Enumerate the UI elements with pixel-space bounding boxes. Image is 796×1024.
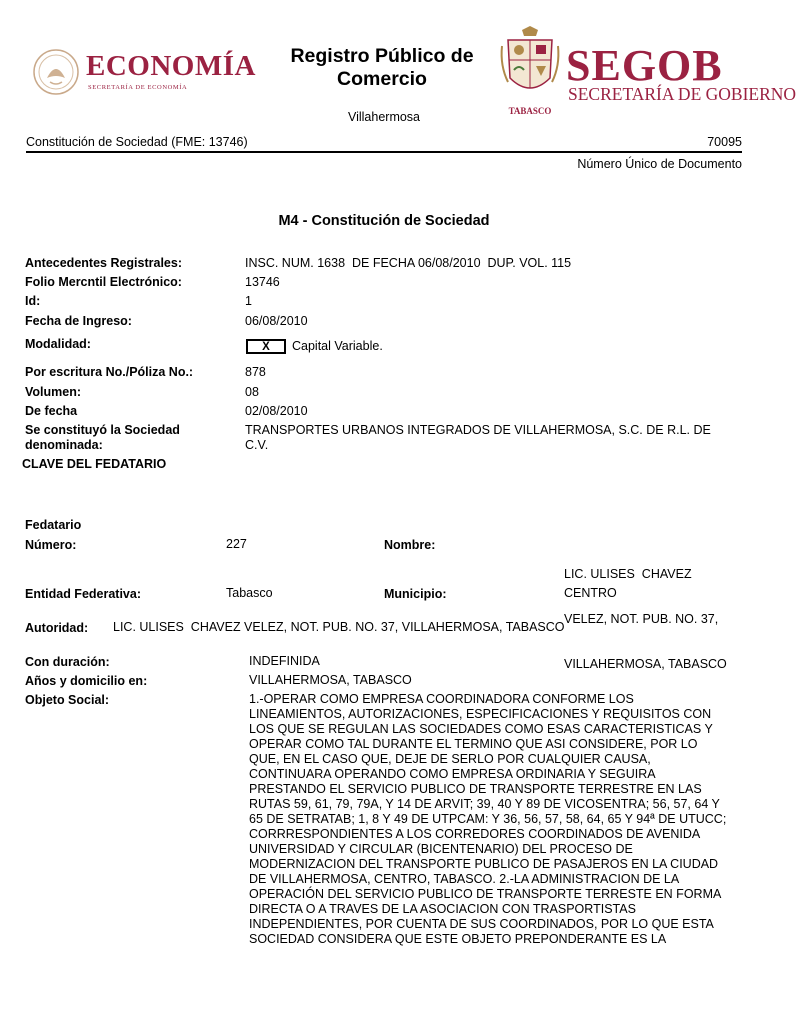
objeto-line: OPERACIÓN DEL SERVICIO PUBLICO DE TRANSPORTE TERRESTE EN FORMA [249, 887, 722, 901]
objeto-line: INDEPENDIENTES, POR CUENTA DE SUS COORDINADOS, POR LO QUE ESTA [249, 917, 714, 931]
numero-value: 227 [226, 537, 247, 551]
de-fecha-label: De fecha [25, 404, 78, 418]
document-number: 70095 [707, 135, 742, 149]
modalidad-label: Modalidad: [25, 337, 91, 351]
id-value: 1 [245, 294, 252, 308]
domicilio-value: VILLAHERMOSA, TABASCO [249, 673, 412, 687]
objeto-line: LOS QUE SE REGULAN LAS SOCIEDADES COMO ESAS CARACTERISTICAS Y [249, 722, 713, 736]
nombre-value-line3: VILLAHERMOSA, TABASCO [564, 657, 727, 671]
city-label: Villahermosa [347, 110, 421, 124]
nombre-value-line1: LIC. ULISES CHAVEZ [564, 567, 692, 581]
objeto-line: 1.-OPERAR COMO EMPRESA COORDINADORA CONFORME LOS [249, 692, 634, 706]
modalidad-value: Capital Variable. [292, 339, 383, 353]
folio-label: Folio Mercntil Electrónico: [25, 275, 182, 289]
de-fecha-value: 02/08/2010 [245, 404, 308, 418]
antecedentes-label: Antecedentes Registrales: [25, 256, 183, 270]
modalidad-checkbox [246, 339, 286, 354]
entidad-value: Tabasco [226, 586, 273, 600]
objeto-line: CONTINUARA OPERANDO COMO EMPRESA ORDINARIA Y SEGUIRA [249, 767, 656, 781]
objeto-line: DIRECTA O A TRAVES DE LA ASOCIACION CON TRASPORTISTAS [249, 902, 636, 916]
entidad-label: Entidad Federativa: [25, 587, 141, 601]
escritura-label: Por escritura No./Póliza No.: [25, 365, 194, 379]
escritura-value: 878 [245, 365, 266, 379]
fecha-ingreso-label: Fecha de Ingreso: [25, 314, 132, 328]
sociedad-label [25, 423, 180, 453]
coat-of-arms-caption: TABASCO [508, 106, 552, 116]
objeto-line: QUE, EN EL CASO QUE, DEJE DE SERLO POR CUALQUIER CAUSA, [249, 752, 651, 766]
id-label: Id: [25, 294, 41, 308]
segob-logo-subtitle: SECRETARÍA DE GOBIERNO [568, 84, 796, 104]
document-type: Constitución de Sociedad (FME: 13746) [26, 135, 248, 149]
antecedentes-value: INSC. NUM. 1638 DE FECHA 06/08/2010 DUP. VOL. 115 [245, 256, 572, 270]
objeto-line: PRESTANDO EL SERVICIO PUBLICO DE TRANSPORTE TERRESTRE EN LAS [249, 782, 702, 796]
numero-label: Número: [25, 538, 77, 552]
duracion-value: INDEFINIDA [249, 654, 320, 668]
nombre-value-line2: VELEZ, NOT. PUB. NO. 37, [564, 612, 719, 626]
section-title: M4 - Constitución de Sociedad [278, 213, 490, 229]
sociedad-value [245, 423, 711, 453]
economia-logo [32, 48, 256, 100]
sociedad-label-line2: denominada: [25, 438, 103, 452]
segob-logo [566, 40, 796, 110]
clave-fedatario-label: CLAVE DEL FEDATARIO [22, 457, 167, 471]
header-divider [26, 151, 742, 153]
page-title-line2: Comercio [337, 68, 427, 90]
objeto-line: SOCIEDAD CONSIDERA QUE ESTE OBJETO PREPONDERANTE ES LA [249, 932, 667, 946]
tabasco-coat-of-arms [500, 26, 560, 118]
autoridad-value: LIC. ULISES CHAVEZ VELEZ, NOT. PUB. NO. 37, VILLAHERMOSA, TABASCO [113, 620, 565, 634]
objeto-line: 65 DE SETRATAB; 1, 8 Y 49 DE UTPCAM: Y 36, 56, 57, 58, 64, 65 Y 94ª DE UTUCC; [249, 812, 727, 826]
page-title-line1: Registro Público de [290, 45, 474, 67]
sociedad-value-line2: C.V. [245, 438, 269, 452]
nombre-value [564, 537, 727, 687]
mexico-seal-icon [32, 48, 80, 96]
objeto-line: UNIVERSIDAD Y CIRCULAR (BICENTENARIO) DEL PROCESO DE [249, 842, 633, 856]
municipio-value: CENTRO [564, 586, 617, 600]
objeto-social-text [249, 692, 739, 947]
municipio-label: Municipio: [384, 587, 447, 601]
coat-of-arms-icon [500, 26, 560, 104]
economia-logo-subtitle: SECRETARÍA DE ECONOMÍA [88, 84, 188, 91]
objeto-line: CORRRESPONDIENTES A LOS CORREDORES COORDINADOS DE AVENIDA [249, 827, 701, 841]
objeto-label: Objeto Social: [25, 693, 110, 707]
folio-value: 13746 [245, 275, 280, 289]
fedatario-heading: Fedatario [25, 518, 82, 532]
duracion-label: Con duración: [25, 655, 110, 669]
modalidad-mark: X [262, 341, 270, 353]
economia-logo-text: ECONOMÍA [86, 50, 256, 82]
volumen-label: Volumen: [25, 385, 82, 399]
objeto-line: OPERAR COMO TAL DURANTE EL TERMINO QUE ASI CONSIDERE, POR LO [249, 737, 698, 751]
sociedad-label-line1: Se constituyó la Sociedad [25, 423, 180, 437]
fecha-ingreso-value: 06/08/2010 [245, 314, 308, 328]
objeto-line: DE VILLAHERMOSA, CENTRO, TABASCO. 2.-LA ADMINISTRACION DE LA [249, 872, 680, 886]
autoridad-label: Autoridad: [25, 621, 89, 635]
objeto-line: RUTAS 59, 61, 79, 79A, Y 14 DE ARVIT; 39, 40 Y 89 DE VICOSENTRA; 56, 57, 64 Y [249, 797, 720, 811]
objeto-line: MODERNIZACION DEL TRANSPORTE PUBLICO DE PASAJEROS EN LA CIUDAD [249, 857, 719, 871]
objeto-line: LINEAMIENTOS, AUTORIZACIONES, ESPECIFICACIONES Y REQUISITOS CON [249, 707, 712, 721]
page-title [272, 45, 492, 91]
volumen-value: 08 [245, 385, 259, 399]
domicilio-label: Años y domicilio en: [25, 674, 148, 688]
document-number-caption: Número Único de Documento [577, 157, 742, 171]
segob-logo-text: SEGOB [566, 41, 723, 90]
nombre-label: Nombre: [384, 538, 436, 552]
sociedad-value-line1: TRANSPORTES URBANOS INTEGRADOS DE VILLAHERMOSA, S.C. DE R.L. DE [245, 423, 711, 437]
